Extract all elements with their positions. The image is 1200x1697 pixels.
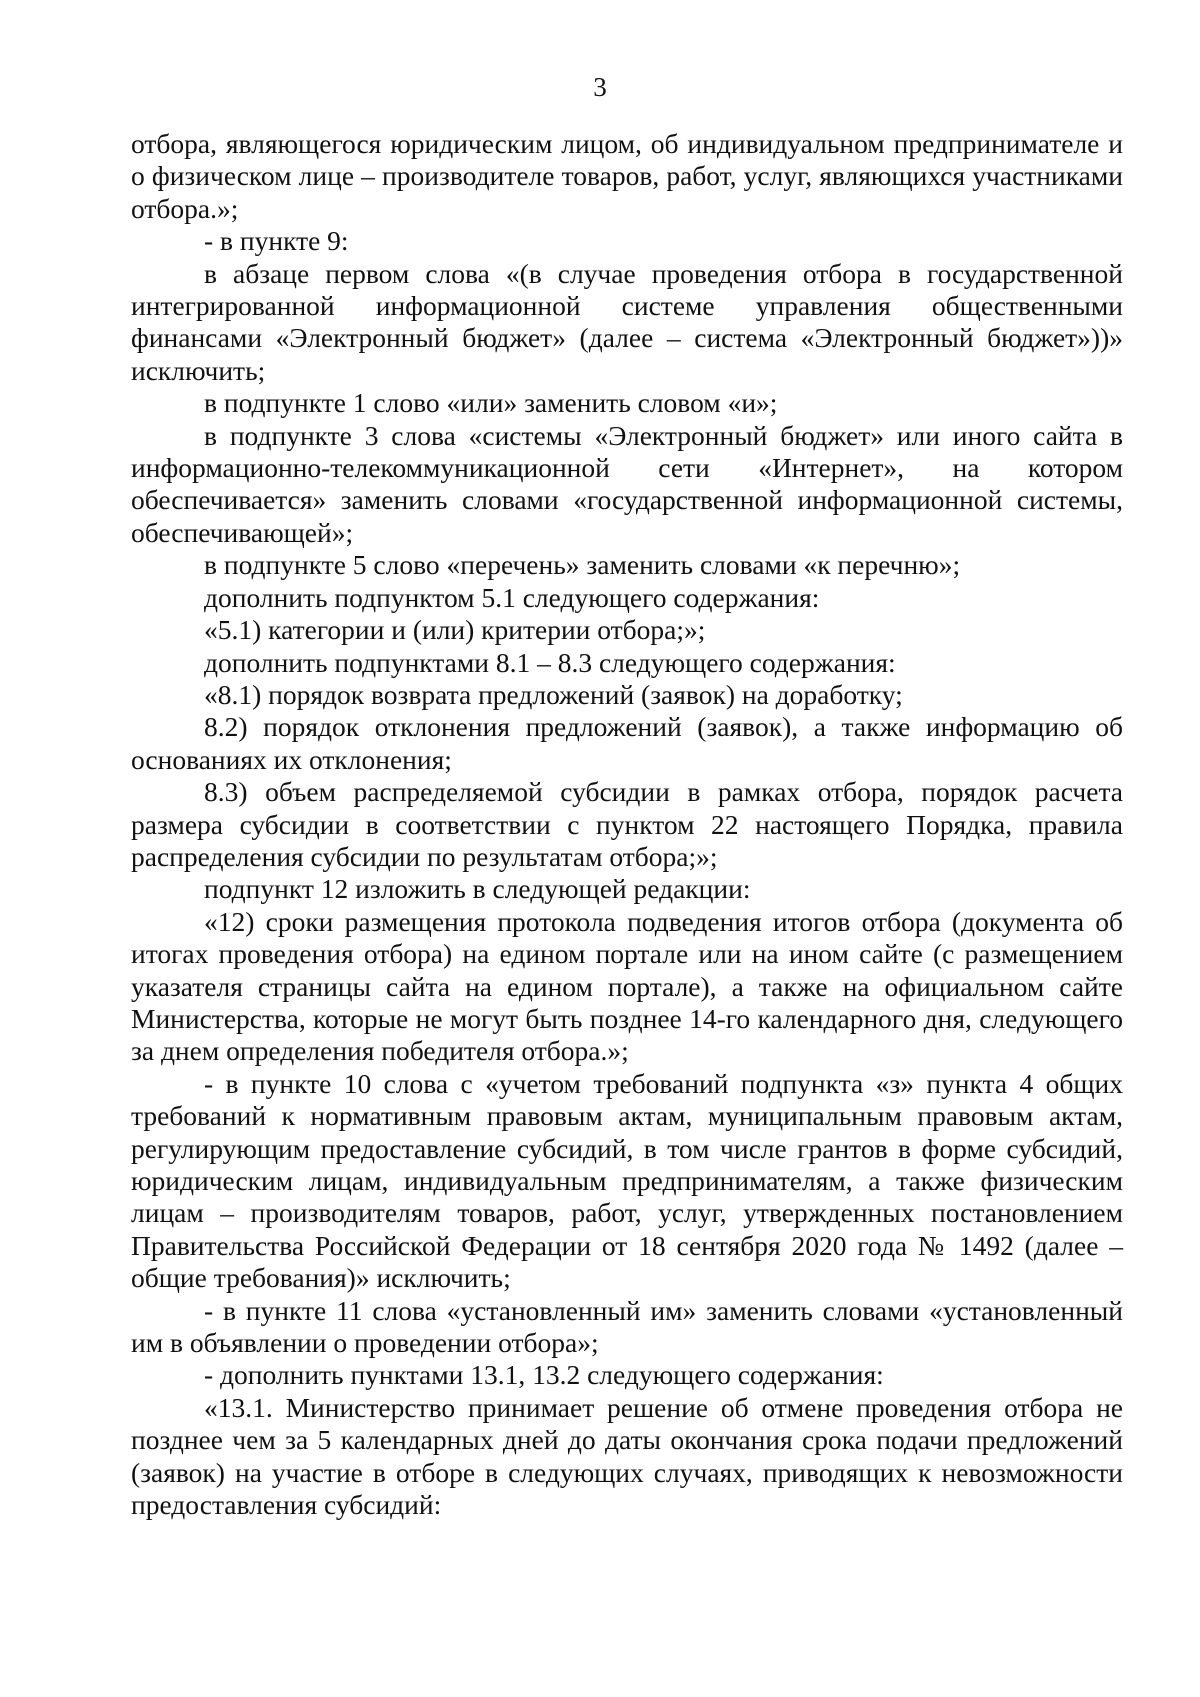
paragraph-8-1: «8.1) порядок возврата предложений (заявок) на доработку; <box>204 678 903 710</box>
paragraph-subitem-12: подпункт 12 изложить в следующей редакции: <box>204 873 751 905</box>
paragraph-8-2: 8.2) порядок отклонения предложений (заявок), а также информацию об основаниях их отклонения; <box>131 711 1123 775</box>
paragraph-add-5-1: дополнить подпунктом 5.1 следующего содержания: <box>204 581 820 613</box>
paragraph-item-9: - в пункте 9: <box>204 225 349 257</box>
paragraph-first-abzac: в абзаце первом слова «(в случае проведения отбора в государственной интегрированной информационной системе управления общественными финансами «Электронный бюджет» (далее – система «Электронный бюджет»))» исключить; <box>131 257 1123 386</box>
paragraph-continuation: отбора, являющегося юридическим лицом, об индивидуальном предпринимателе и о физическом лице – производителе товаров, работ, услуг, являющихся участниками отбора.»; <box>131 128 1123 224</box>
paragraph-8-3: 8.3) объем распределяемой субсидии в рамках отбора, порядок расчета размера субсидии в соответствии с пунктом 22 настоящего Порядка, правила распределения субсидии по результатам отбора;»; <box>131 776 1123 872</box>
document-body <box>131 128 1123 1521</box>
paragraph-subitem-3: в подпункте 3 слова «системы «Электронный бюджет» или иного сайта в информационно-телекоммуникационной сети «Интернет», на котором обеспечивается» заменить словами «государственной информационной системы, обеспечивающей»; <box>131 419 1123 548</box>
paragraph-subitem-1: в подпункте 1 слово «или» заменить словом «и»; <box>204 387 778 419</box>
page-number: 3 <box>593 72 607 102</box>
paragraph-5-1-text: «5.1) категории и (или) критерии отбора;»; <box>204 614 706 646</box>
paragraph-add-8-1-8-3: дополнить подпунктами 8.1 – 8.3 следующего содержания: <box>204 646 896 678</box>
paragraph-item-10: - в пункте 10 слова с «учетом требований подпункта «з» пункта 4 общих требований к нормативным правовым актам, муниципальным правовым актам, регулирующим предоставление субсидий, в том числе грантов в форме субсидий, юридическим лицам, индивидуальным предпринимателям, а также физическим лицам – производителям товаров, работ, услуг, утвержденных постановлением Правительства Российской Федерации от 18 сентября 2020 года № 1492 (далее – общие требования)» исключить; <box>131 1067 1123 1294</box>
paragraph-item-11: - в пункте 11 слова «установленный им» заменить словами «установленный им в объявлении о проведении отбора»; <box>131 1294 1123 1359</box>
paragraph-subitem-5: в подпункте 5 слово «перечень» заменить словами «к перечню»; <box>204 549 961 581</box>
paragraph-add-13-1-13-2: - дополнить пунктами 13.1, 13.2 следующего содержания: <box>204 1359 884 1391</box>
paragraph-13-1: «13.1. Министерство принимает решение об отмене проведения отбора не позднее чем за 5 календарных дней до даты окончания срока подачи предложений (заявок) на участие в отборе в следующих случаях, приводящих к невозможности предоставления субсидий: <box>131 1391 1123 1521</box>
paragraph-12-text: «12) сроки размещения протокола подведения итогов отбора (документа об итогах проведения отбора) на едином портале или на ином сайте (с размещением указателя страницы сайта на едином портале), а также на официальном сайте Министерства, которые не могут быть позднее 14-го календарного дня, следующего за днем определения победителя отбора.»; <box>131 905 1123 1067</box>
